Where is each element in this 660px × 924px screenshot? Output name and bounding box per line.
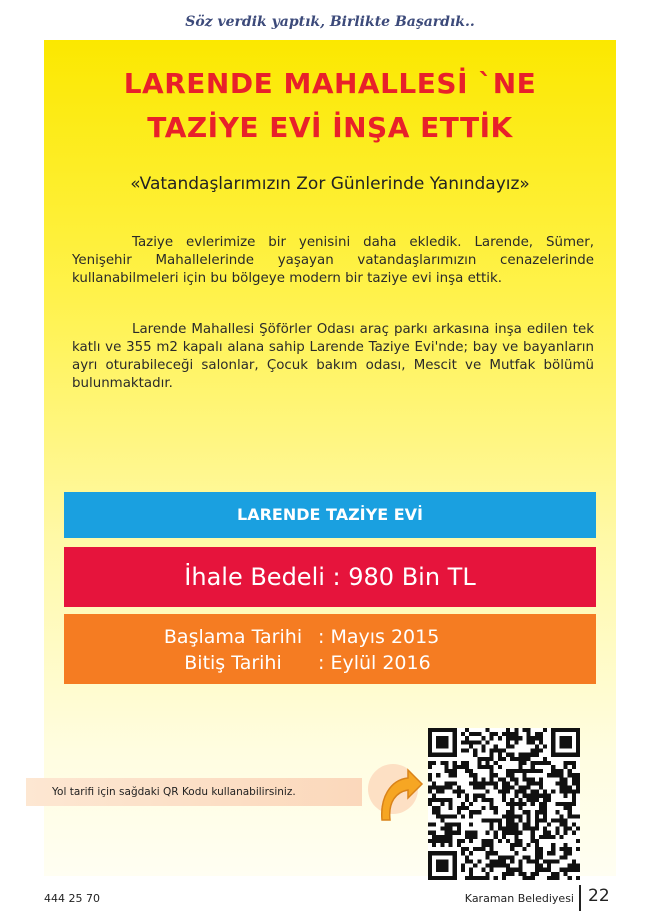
end-date-separator: : (318, 652, 331, 674)
dates-bar (64, 614, 596, 684)
qr-code[interactable] (428, 728, 580, 880)
tender-cost-bar (64, 547, 596, 607)
project-name-bar: LARENDE TAZİYE EVİ (64, 492, 596, 538)
qr-instruction-note: Yol tarifi için sağdaki QR Kodu kullanabilirsiniz. (26, 778, 362, 806)
footer-phone: 444 25 70 (44, 892, 100, 905)
title-line-2: TAZİYE EVİ İNŞA ETTİK (147, 111, 513, 144)
title-line-1: LARENDE MAHALLESİ `NE (123, 67, 537, 100)
tender-separator: : (332, 563, 349, 591)
tender-label: İhale Bedeli (184, 563, 325, 591)
page-number: 22 (588, 886, 610, 906)
start-date-value: Mayıs 2015 (330, 626, 440, 648)
paragraph-1: Taziye evlerimize bir yenisini daha ekledik. Larende, Sümer, Yenişehir Mahallelerinde yaşayan vatandaşlarımızın cenazelerinde kullanabilmeleri için bu bölgeye modern bir taziye evi inşa ettik. (72, 235, 594, 286)
header-slogan: Söz verdik yaptık, Birlikte Başardık.. (185, 14, 475, 30)
end-date-value: Eylül 2016 (330, 652, 431, 674)
end-date-label: Bitiş Tarihi (184, 652, 282, 674)
start-date-row (148, 626, 439, 648)
start-date-label: Başlama Tarihi (163, 626, 303, 648)
end-date-row (148, 652, 431, 674)
paragraph-2: Larende Mahallesi Şöförler Odası araç parkı arkasına inşa edilen tek katlı ve 355 m2 kapalı alana sahip Larende Taziye Evi'nde; bay ve bayanların ayrı oturabileceği salonlar, Çocuk bakım odası, Mescit ve Mutfak bölümü bulunmaktadır. (72, 322, 594, 391)
article-title (44, 62, 616, 150)
tender-value: 980 Bin TL (348, 563, 476, 591)
footer-brand: Karaman Belediyesi (464, 892, 574, 905)
article-subtitle: «Vatandaşlarımızın Zor Günlerinde Yanındayız» (130, 174, 530, 194)
footer-divider (579, 885, 581, 911)
curved-arrow-icon (368, 758, 424, 828)
start-date-separator: : (318, 626, 331, 648)
